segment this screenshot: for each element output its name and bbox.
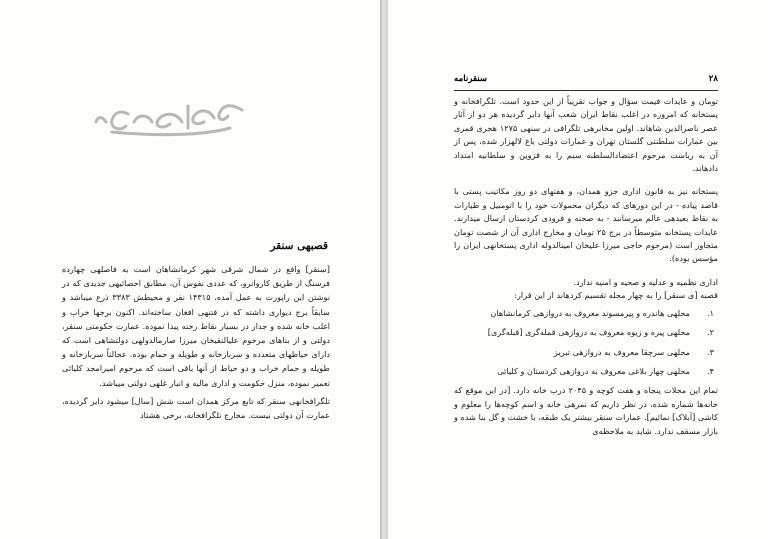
paragraph: اداری نظمیه و عدلیه و صحیه و امنیه ندارد. [573, 276, 718, 287]
paragraph: [سنقر] واقع در شمال شرقی شهر کرمانشاهان است به فاصلهی چهارده فرسنگ از طریق کاروانرو، که عددی نفوس آن، مطابق احصائیهی جدیدی که در نوشتن این راپورت به عمل آمده، ۱۴۳۱۵ نفر و محیطش ۳۳۸۳ ذرع میباشد و سابقاً برج دیواری داشته که در فتنهی افغان ساخته‌اند. اکنون برجها خراب و اغلب خانه شده و جدار در بسیار نقاط رخنه پیدا نموده. عمارت حکومتی سنقر، دولتی و از بناهای مرحوم علیالنقیخان میرزا صارمالدولهی دولتشاهی است که دارای حیاطهای متعدده و سربازخانه و طویله و حمام بوده. عجالتاً سربازخانه و طویله و حمام خراب و دو حیاط از آنها باقی است که مرحوم امیرامجد کلیائی تعمیر نموده، منزل حکومت و اداری مالیه و انبار غلهی دولتی میباشد. [62, 264, 331, 388]
paragraph: پستخانه نیز به قانون اداری جزو همدان، و هفتهای دو روز مکاتیب پستی با قاصد پیاده - در این دورهای که دیگران محمولات خود را با اتومبیل و طیارات به نقاط بعیدهی عالم میرسانند - به صحنه و فرودی کردستان ارسال میدارند. عایدات پستخانه متوسطاً در برج ۲۵ تومان و مخارج اداری آن از شصت تومان متجاوز است (مرحوم حاجی میرزا علیخان امینالدوله اداری پستخانهی ایران را مؤسس بوده). [454, 186, 718, 264]
left-body-text [62, 262, 330, 422]
list-item [454, 365, 718, 378]
list-number: ۲. [706, 327, 714, 338]
paragraph: قصبه [ی سنقر] را به چهار محله تقسیم کردهاند از این قرار: [514, 290, 718, 301]
paragraph: تومان و عایدات قیمت سؤال و جواب تقریباً از این حدود است. تلگرافخانه و پستخانه که امروزه در اغلب نقاط ایران شعب آنها دایر گردیده هر دو از آثار عصر ناصرالدین شاهاند. اولین مخابرهی تلگرافی در سنهی ۱۲۷۵ هجری قمری بین عمارات سلطنتی گلستان تهران و عمارات دولتی باغ لالهزار شده، پس از آن به ریاست مرحوم اعتضادالسلطنه سیم را به قزوین و سلطانیه امتداد دادهاند. [454, 96, 718, 174]
list-item [454, 346, 718, 359]
calligraphic-title [92, 92, 252, 142]
list-item [454, 326, 718, 339]
running-title: سنقرنامه [454, 74, 488, 84]
paragraph: تمام این محلات پنجاه و هفت کوچه و ۲۰۴۵ درب خانه دارد. [در این موقع که خانه‌ها شماره شده، در نظر داریم که نمرهی خانه و اسم کوچه‌ها را معلوم و کاشی [آبلاک] نمائیم]. عمارات سنقر بیشتر یک طبقه، با خشت و گل بنا شده و بازار مسقف ندارد. شاید به ملاحظه‌ی [454, 385, 718, 436]
left-page [0, 0, 380, 539]
list-number: ۳. [706, 346, 714, 357]
list-number: ۱. [706, 307, 714, 318]
list-number: ۴. [706, 365, 714, 376]
book-gutter [380, 0, 388, 539]
list-text: محلهی هاندره و پیرمسوند معروف به دروازهی کرمانشاهان [490, 307, 690, 318]
paragraph: تلگرافخانهی سنقر که تابع مرکز همدان است شش [سال] میشود دایر گردیده، عمارت آن دولتی نیست. مخارج تلگرافخانه، برخی هشتاد [62, 395, 330, 421]
page-number: ۲۸ [708, 74, 718, 84]
list-text: محلهی پیره و زیوه معروف به دروازهی قمله‌گری [قبله‌گری] [487, 327, 690, 338]
district-list [454, 307, 718, 379]
right-page [388, 0, 768, 539]
list-text: محلهی چهار بلاغی معروف به دروازهی کردستان و کلیائی [497, 365, 690, 376]
section-title: قصبهی سنقر [270, 240, 328, 252]
list-item [454, 307, 718, 320]
running-header [454, 74, 718, 91]
list-text: محلهی سرچقا معروف به دروازهی تبریز [553, 346, 690, 357]
right-body-text [454, 95, 718, 438]
